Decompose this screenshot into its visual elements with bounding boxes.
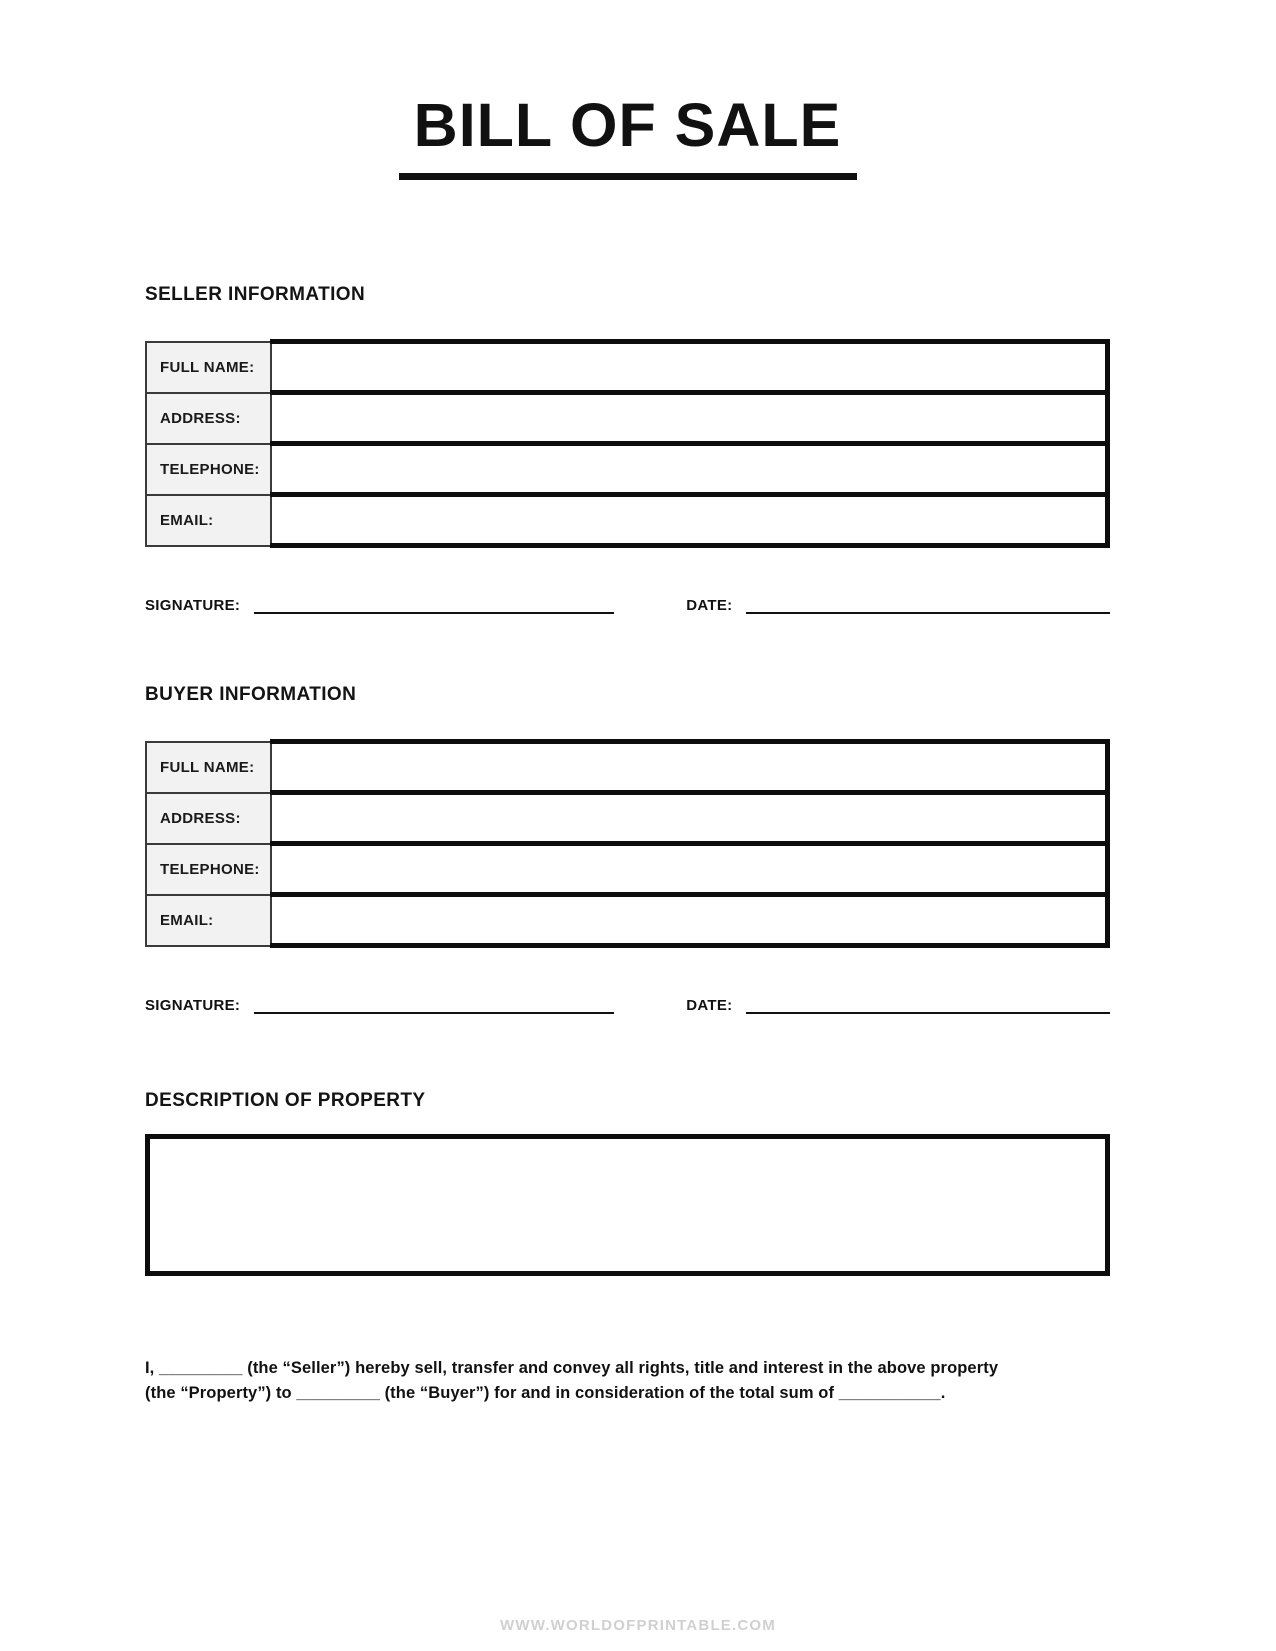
seller-signature-label: SIGNATURE: <box>145 597 241 614</box>
seller-fullname-label: FULL NAME: <box>146 342 271 393</box>
legal-statement-line2: (the “Property”) to _________ (the “Buyer”) for and in consideration of the total sum of ___________. <box>145 1383 946 1402</box>
title-block <box>145 0 1110 180</box>
table-row <box>146 895 1108 946</box>
buyer-signature-line[interactable] <box>254 996 614 1014</box>
footer-url: WWW.WORLDOFPRINTABLE.COM <box>500 1617 776 1634</box>
table-row <box>146 342 1108 393</box>
buyer-telephone-label: TELEPHONE: <box>146 844 271 895</box>
title-underline-rule <box>399 173 857 180</box>
legal-statement-line1: I, _________ (the “Seller”) hereby sell, transfer and convey all rights, title and interest in the above property <box>145 1359 999 1377</box>
seller-date-label: DATE: <box>686 597 733 614</box>
table-row <box>146 793 1108 844</box>
seller-address-label: ADDRESS: <box>146 393 271 444</box>
seller-email-label: EMAIL: <box>146 495 271 546</box>
table-row <box>146 844 1108 895</box>
buyer-address-label: ADDRESS: <box>146 793 271 844</box>
seller-signature-line[interactable] <box>254 596 614 614</box>
seller-date-line[interactable] <box>746 596 1110 614</box>
table-row <box>146 393 1108 444</box>
buyer-signature-row <box>145 992 1110 1014</box>
buyer-address-field[interactable] <box>271 793 1108 844</box>
property-description-box[interactable] <box>145 1134 1110 1276</box>
buyer-telephone-field[interactable] <box>271 844 1108 895</box>
property-section-heading: DESCRIPTION OF PROPERTY <box>145 1090 426 1111</box>
buyer-fullname-field[interactable] <box>271 742 1108 793</box>
seller-email-field[interactable] <box>271 495 1108 546</box>
seller-telephone-field[interactable] <box>271 444 1108 495</box>
buyer-fullname-label: FULL NAME: <box>146 742 271 793</box>
seller-section-heading: SELLER INFORMATION <box>145 284 366 305</box>
table-row <box>146 742 1108 793</box>
legal-statement <box>145 1356 1110 1406</box>
buyer-email-label: EMAIL: <box>146 895 271 946</box>
table-row <box>146 444 1108 495</box>
seller-telephone-label: TELEPHONE: <box>146 444 271 495</box>
buyer-signature-label: SIGNATURE: <box>145 997 241 1014</box>
seller-info-table <box>145 339 1110 548</box>
buyer-info-table <box>145 739 1110 948</box>
seller-signature-row <box>145 592 1110 614</box>
seller-address-field[interactable] <box>271 393 1108 444</box>
seller-fullname-field[interactable] <box>271 342 1108 393</box>
buyer-email-field[interactable] <box>271 895 1108 946</box>
table-row <box>146 495 1108 546</box>
buyer-section-heading: BUYER INFORMATION <box>145 684 357 705</box>
page-title: BILL OF SALE <box>413 91 842 159</box>
buyer-date-label: DATE: <box>686 997 733 1014</box>
buyer-date-line[interactable] <box>746 996 1110 1014</box>
